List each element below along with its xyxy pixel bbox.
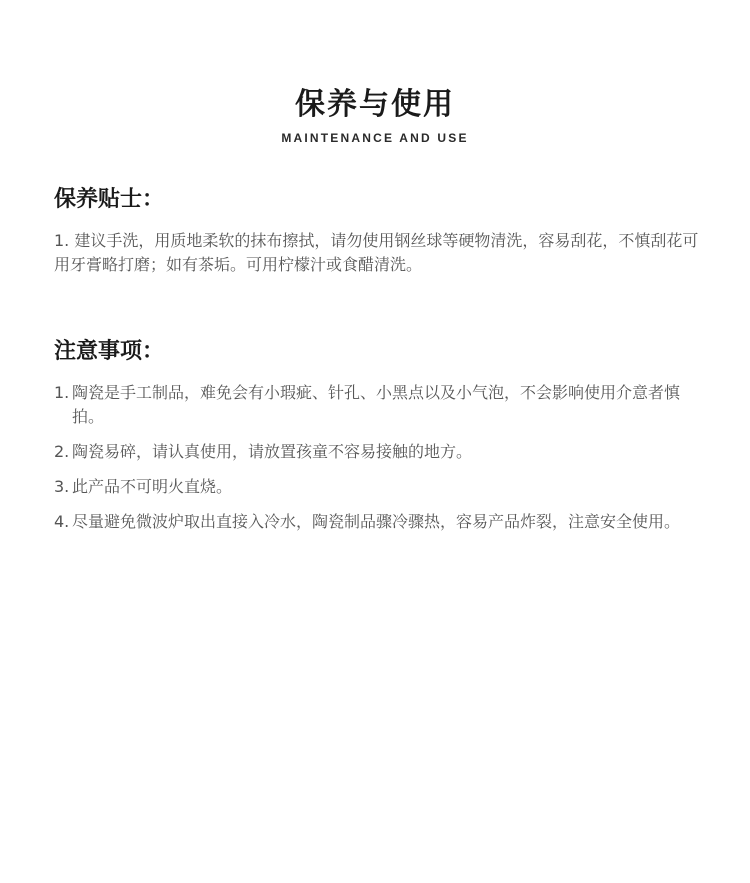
precautions-heading: 注意事项： (54, 339, 165, 364)
list-item (54, 440, 704, 464)
item-number: 2. (54, 442, 70, 461)
item-number: 3. (54, 477, 70, 496)
list-item (54, 510, 704, 534)
item-text: 尽量避免微波炉取出直接入冷水，陶瓷制品骤冷骤热，容易产品炸裂，注意安全使用。 (72, 512, 681, 531)
item-text: 建议手洗，用质地柔软的抹布擦拭，请勿使用钢丝球等硬物清洗，容易刮花，不慎刮花可用牙膏略打磨；如有茶垢。可用柠檬汁或食醋清洗。 (54, 231, 699, 274)
page-subtitle: MAINTENANCE AND USE (281, 131, 469, 145)
precautions-section (54, 336, 704, 545)
item-text: 陶瓷易碎，请认真使用，请放置孩童不容易接触的地方。 (72, 442, 473, 461)
list-item (54, 229, 704, 277)
item-number: 1. (54, 383, 70, 402)
maintenance-tips-heading: 保养贴士： (54, 187, 165, 212)
item-text: 陶瓷是手工制品，难免会有小瑕疵、针孔、小黑点以及小气泡，不会影响使用介意者慎拍。 (72, 383, 681, 426)
page-title: 保养与使用 (295, 87, 455, 122)
item-number: 4. (54, 512, 70, 531)
list-item (54, 381, 704, 429)
list-item (54, 475, 704, 499)
item-number: 1. (54, 231, 70, 250)
page-header (0, 86, 750, 146)
maintenance-tips-section (54, 184, 704, 288)
item-text: 此产品不可明火直烧。 (72, 477, 233, 496)
